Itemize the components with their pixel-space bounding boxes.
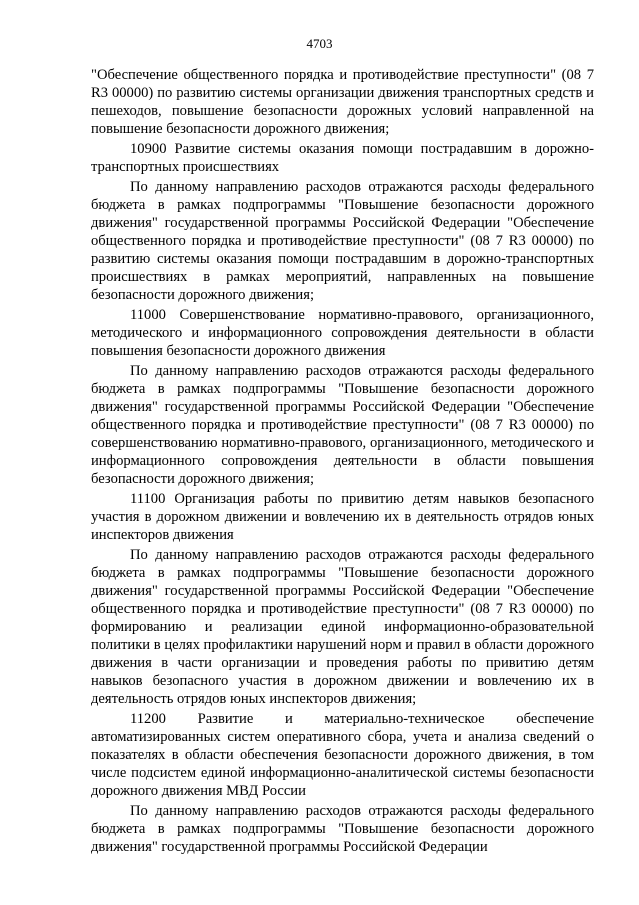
paragraph: По данному направлению расходов отражаются расходы федерального бюджета в рамках подпрограммы "Повышение безопасности дорожного движения" государственной программы Российской Федерации "Обеспечение общественного порядка и противодействие преступности" (08 7 R3 00000) по совершенствованию нормативно-правового, организационного, методического и информационного сопровождения деятельности в области повышения безопасности дорожного движения; (91, 363, 594, 487)
paragraph: По данному направлению расходов отражаются расходы федерального бюджета в рамках подпрограммы "Повышение безопасности дорожного движения" государственной программы Российской Федерации "Обеспечение общественного порядка и противодействие преступности" (08 7 R3 00000) по развитию системы оказания помощи пострадавшим в дорожно-транспортных происшествиях в рамках мероприятий, направленных на повышение безопасности дорожного движения; (91, 179, 594, 303)
section-heading: 11200 Развитие и материально-техническое обеспечение автоматизированных систем оперативного сбора, учета и анализа сведений о показателях в области обеспечения безопасности дорожного движения, в том числе подсистем единой информационно-аналитической системы безопасности дорожного движения МВД России (91, 711, 594, 799)
paragraph: По данному направлению расходов отражаются расходы федерального бюджета в рамках подпрограммы "Повышение безопасности дорожного движения" государственной программы Российской Федерации (91, 803, 594, 855)
paragraph: "Обеспечение общественного порядка и противодействие преступности" (08 7 R3 00000) по развитию системы организации движения транспортных средств и пешеходов, повышение безопасности дорожных условий направленной на повышение безопасности дорожного движения; (91, 67, 594, 137)
section-heading: 10900 Развитие системы оказания помощи пострадавшим в дорожно-транспортных происшествиях (91, 141, 594, 175)
section-heading: 11000 Совершенствование нормативно-правового, организационного, методического и информационного сопровождения деятельности в области повышения безопасности дорожного движения (91, 307, 594, 359)
document-body (91, 66, 594, 858)
section-heading: 11100 Организация работы по привитию детям навыков безопасного участия в дорожном движении и вовлечению их в деятельность отрядов юных инспекторов движения (91, 491, 594, 543)
paragraph: По данному направлению расходов отражаются расходы федерального бюджета в рамках подпрограммы "Повышение безопасности дорожного движения" государственной программы Российской Федерации "Обеспечение общественного порядка и противодействие преступности" (08 7 R3 00000) по формированию и реализации единой информационно-образовательной политики в целях профилактики нарушений норм и правил в области дорожного движения в части организации и проведения работы по привитию детям навыков безопасного участия в дорожном движении и вовлечению их в деятельность отрядов юных инспекторов движения; (91, 547, 594, 707)
page-number: 4703 (306, 36, 333, 51)
